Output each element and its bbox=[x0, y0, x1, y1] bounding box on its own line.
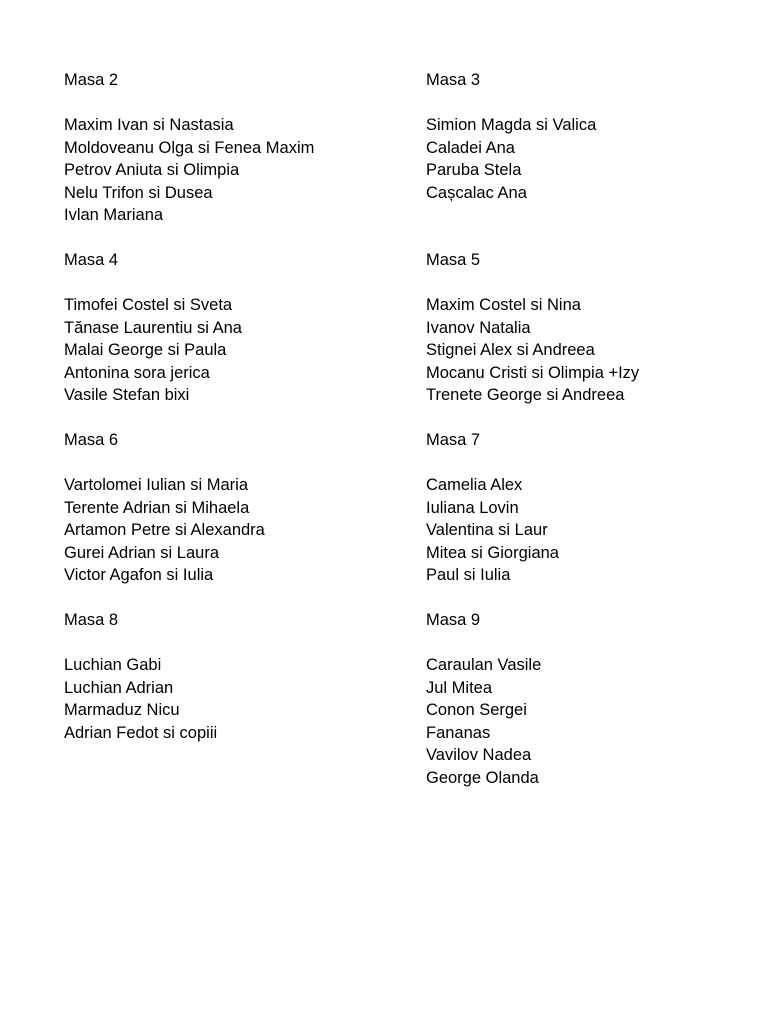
guest-item: Timofei Costel si Sveta bbox=[64, 296, 233, 314]
table-block-masa-8 bbox=[64, 609, 404, 789]
guest-item: Moldoveanu Olga si Fenea Maxim bbox=[64, 138, 315, 157]
table-title: Masa 5 bbox=[426, 251, 481, 269]
guest-item: Simion Magda si Valica bbox=[426, 116, 597, 134]
table-block-masa-6 bbox=[64, 429, 404, 609]
table-title: Masa 6 bbox=[64, 431, 119, 449]
guest-item: Mocanu Cristi si Olimpia +Izy bbox=[426, 363, 640, 382]
table-block-masa-2 bbox=[64, 69, 404, 249]
table-title: Masa 3 bbox=[426, 71, 481, 89]
guest-item: Terente Adrian si Mihaela bbox=[64, 498, 250, 517]
guest-item: Artamon Petre si Alexandra bbox=[64, 521, 265, 539]
guest-list bbox=[64, 294, 404, 407]
guest-item: Vavilov Nadea bbox=[426, 746, 532, 764]
guest-item: Nelu Trifon si Dusea bbox=[64, 183, 213, 202]
guest-item: Valentina si Laur bbox=[426, 521, 548, 539]
right-column bbox=[426, 69, 766, 789]
guest-item: Conon Sergei bbox=[426, 701, 527, 719]
guest-list bbox=[426, 474, 766, 587]
table-title: Masa 2 bbox=[64, 71, 119, 89]
guest-item: Antonina sora jerica bbox=[64, 363, 210, 382]
guest-item: Stignei Alex si Andreea bbox=[426, 341, 595, 359]
table-title: Masa 8 bbox=[64, 611, 119, 629]
table-block-masa-9 bbox=[426, 609, 766, 789]
guest-list bbox=[426, 294, 766, 407]
guest-item: Mitea si Giorgiana bbox=[426, 543, 559, 562]
guest-item: Maxim Costel si Nina bbox=[426, 296, 581, 314]
table-title: Masa 7 bbox=[426, 431, 481, 449]
guest-list bbox=[64, 114, 404, 227]
guest-item: Malai George si Paula bbox=[64, 341, 227, 359]
guest-list bbox=[64, 474, 404, 587]
guest-list bbox=[426, 114, 766, 204]
guest-item: Vasile Stefan bixi bbox=[64, 386, 190, 404]
table-title: Masa 9 bbox=[426, 611, 481, 629]
table-block-masa-7 bbox=[426, 429, 766, 609]
guest-item: Iuliana Lovin bbox=[426, 498, 519, 517]
table-title: Masa 4 bbox=[64, 251, 119, 269]
guest-item: Luchian Gabi bbox=[64, 656, 162, 674]
guest-item: Cașcalac Ana bbox=[426, 183, 527, 202]
guest-item: Trenete George si Andreea bbox=[426, 386, 625, 404]
guest-item: Marmaduz Nicu bbox=[64, 701, 180, 719]
left-column bbox=[64, 69, 404, 789]
guest-item: Ivanov Natalia bbox=[426, 318, 531, 337]
guest-item: Camelia Alex bbox=[426, 476, 523, 494]
table-block-masa-4 bbox=[64, 249, 404, 429]
table-block-masa-3 bbox=[426, 69, 766, 249]
guest-item: Ivlan Mariana bbox=[64, 206, 164, 224]
guest-item: Adrian Fedot si copiii bbox=[64, 723, 218, 742]
guest-item: Paul si Iulia bbox=[426, 566, 511, 584]
guest-item: Gurei Adrian si Laura bbox=[64, 543, 220, 562]
guest-item: Victor Agafon si Iulia bbox=[64, 566, 214, 584]
guest-item: Tănase Laurentiu si Ana bbox=[64, 318, 242, 337]
guest-item: Caraulan Vasile bbox=[426, 656, 542, 674]
guest-item: Vartolomei Iulian si Maria bbox=[64, 476, 249, 494]
guest-item: Paruba Stela bbox=[426, 161, 522, 179]
guest-item: Jul Mitea bbox=[426, 678, 493, 697]
guest-item: Fananas bbox=[426, 723, 491, 742]
guest-item: George Olanda bbox=[426, 768, 539, 787]
guest-item: Caladei Ana bbox=[426, 138, 515, 157]
guest-item: Maxim Ivan si Nastasia bbox=[64, 116, 234, 134]
guest-item: Luchian Adrian bbox=[64, 678, 174, 697]
guest-list bbox=[64, 654, 404, 744]
guest-list bbox=[426, 654, 766, 789]
guest-item: Petrov Aniuta si Olimpia bbox=[64, 161, 240, 179]
table-block-masa-5 bbox=[426, 249, 766, 429]
